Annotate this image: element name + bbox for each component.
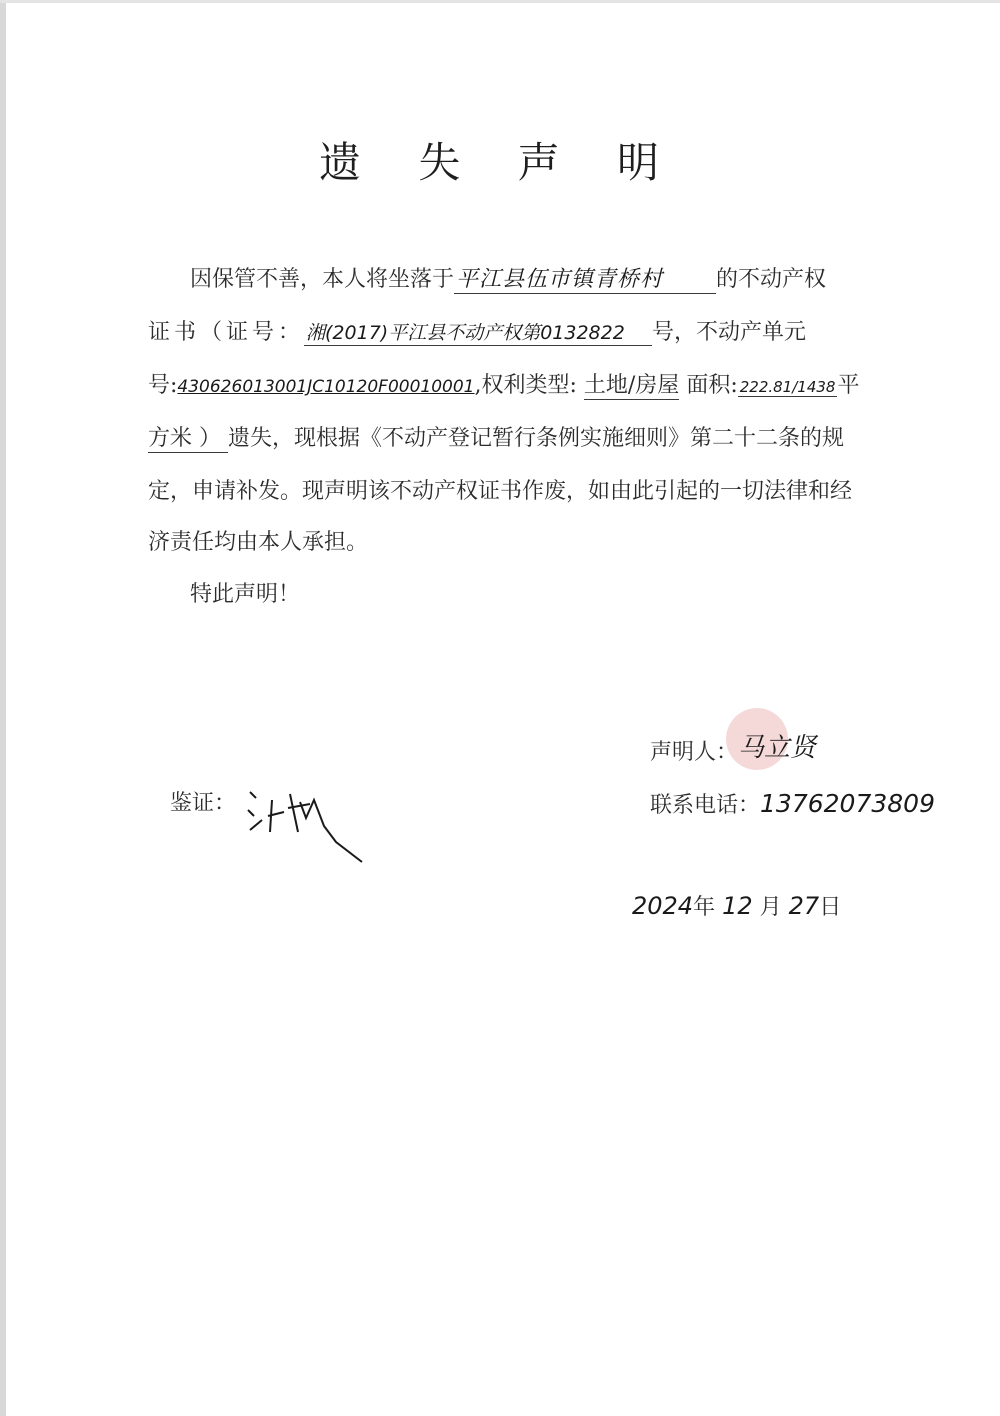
area-value-field: 222.81/1438 <box>739 378 836 396</box>
verify-line <box>170 786 236 817</box>
body-line-5: 定，申请补发。现声明该不动产权证书作废，如由此引起的一切法律和经 <box>148 479 853 504</box>
phone-value: 13762073809 <box>760 789 935 818</box>
body-line-3 <box>148 368 859 400</box>
certificate-number-field: 湘(2017)平江县不动产权第0132822 <box>304 318 652 346</box>
unit-number-field: 430626013001JC10120F00010001 <box>177 377 475 397</box>
scan-edge-top <box>0 0 1000 3</box>
body-line-1 <box>190 262 826 294</box>
line3-suffix: 平 <box>837 373 860 398</box>
body-line-2 <box>148 315 806 346</box>
body-line-4 <box>148 421 844 453</box>
date-day-unit: 日 <box>819 895 842 920</box>
rights-label: ,权利类型: <box>474 373 577 398</box>
phone-label: 联系电话： <box>650 793 761 818</box>
phone-line <box>650 788 935 819</box>
location-field: 平江县伍市镇青桥村 <box>454 262 716 294</box>
rights-type-value: 土地/房屋 <box>584 368 679 400</box>
line1-suffix: 的不动产权 <box>716 267 827 292</box>
body-line-6: 济责任均由本人承担。 <box>148 530 369 555</box>
declarant-label: 声明人： <box>650 740 739 765</box>
line2-prefix: 证书（证号： <box>148 320 305 345</box>
declarant-signature: 马立贤 <box>738 733 817 763</box>
area-label: 面积: <box>686 373 738 398</box>
date-line <box>632 890 841 921</box>
verify-signature-strokes <box>240 782 370 872</box>
line1-prefix: 因保管不善，本人将坐落于 <box>190 267 455 292</box>
date-year: 2024 <box>632 892 694 920</box>
area-unit: 方米 ） <box>148 421 228 453</box>
declarant-line <box>650 733 817 766</box>
line3-prefix: 号: <box>148 373 178 398</box>
closing-statement: 特此声明！ <box>190 582 301 607</box>
date-day: 27 <box>788 892 820 920</box>
document-title: 遗 失 声 明 <box>318 138 682 187</box>
date-month-unit: 月 <box>759 895 782 920</box>
line2-suffix: 号，不动产单元 <box>652 320 807 345</box>
verify-label: 鉴证： <box>170 791 237 816</box>
line4-text: 遗失，现根据《不动产登记暂行条例实施细则》第二十二条的规 <box>228 426 845 451</box>
scan-edge <box>0 0 6 1416</box>
verify-signature <box>250 790 252 791</box>
date-month: 12 <box>722 892 753 920</box>
date-year-unit: 年 <box>693 895 716 920</box>
